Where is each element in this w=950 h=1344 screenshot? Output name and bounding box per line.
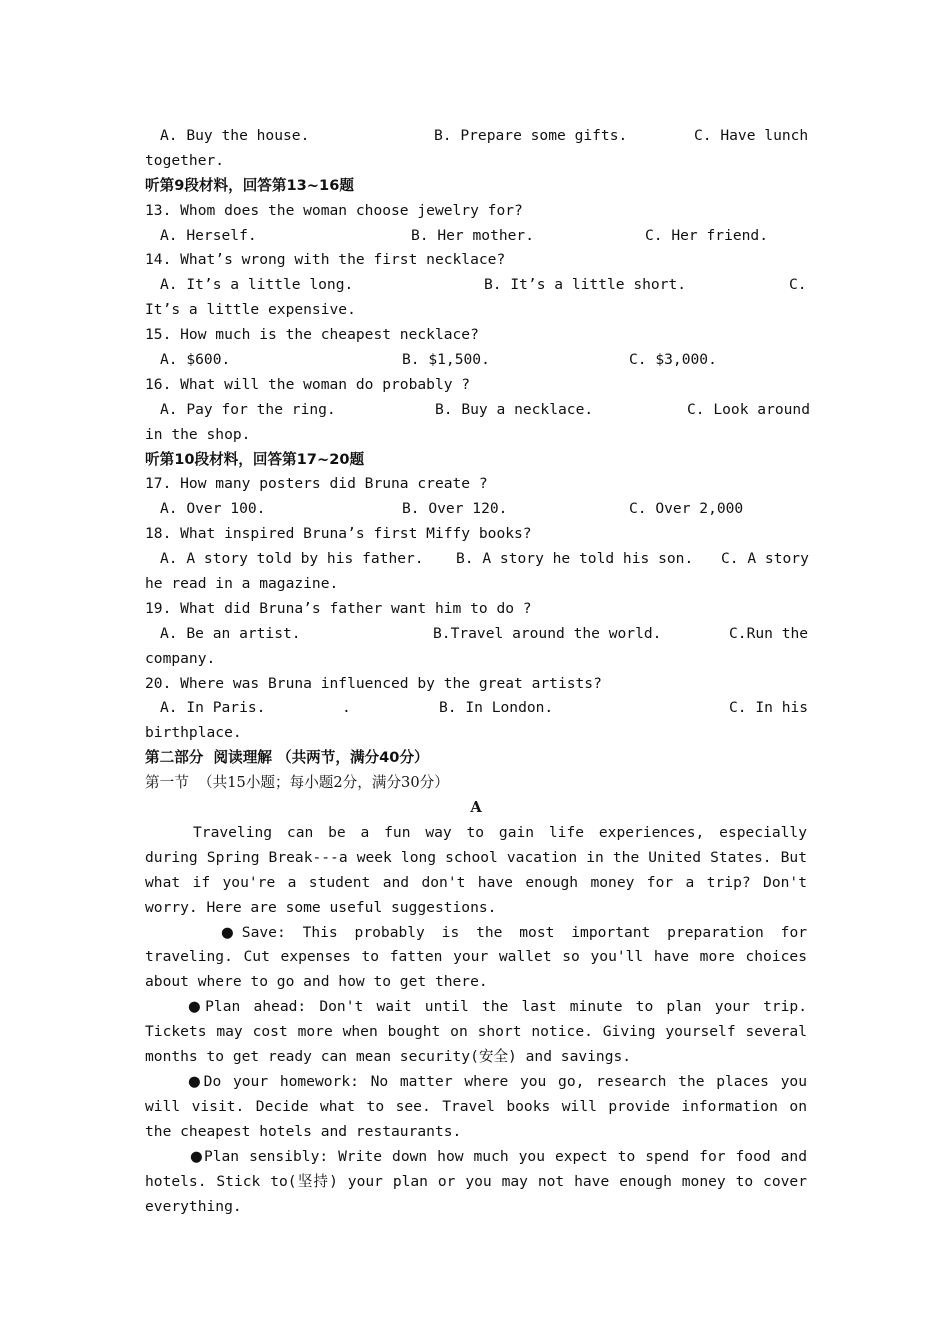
q17-option-b: B. Over 120. — [402, 500, 508, 518]
q14-option-a: A. It’s a little long. — [160, 276, 354, 294]
q17-options — [145, 497, 807, 522]
section9-heading: 听第9段材料，回答第13~16题 — [145, 176, 354, 194]
q19-options — [145, 622, 807, 647]
q13-option-c: C. Her friend. — [645, 226, 769, 244]
bullet-dot-icon: ● — [188, 998, 206, 1016]
q14-option-b: B. It’s a little short. — [484, 276, 687, 294]
q19-option-b: B.Travel around the world. — [433, 624, 662, 642]
bullet-plan-ahead-text: Plan ahead: Don't wait until the last minute to plan your trip. Tickets may cost more when bought on short notice. Giving yourself several months to get ready can mean security(安全) and savings. — [145, 998, 808, 1066]
bullet-dot-icon: ● — [188, 1073, 204, 1090]
bullet-save-text: Save: This probably is the most important preparation for traveling. Cut expenses to fatten your wallet so you'll have more choices about where to go and how to get there. — [145, 923, 808, 991]
q14-option-c: C. — [789, 276, 807, 294]
q20-stray-dot: . — [342, 699, 351, 717]
q14-stem: 14. What’s wrong with the first necklace? — [145, 251, 506, 269]
q18-option-c-continued: he read in a magazine. — [145, 575, 339, 593]
q17-stem: 17. How many posters did Bruna create ? — [145, 475, 488, 493]
q16-options — [145, 398, 811, 423]
section10-heading: 听第10段材料，回答第17~20题 — [145, 450, 365, 468]
q16-option-a: A. Pay for the ring. — [160, 400, 336, 418]
q16-option-c-continued: in the shop. — [145, 425, 251, 443]
q14-options — [145, 273, 807, 298]
q16-option-c: C. Look around — [687, 400, 811, 418]
passage-bullet-homework — [145, 1070, 807, 1145]
q19-stem: 19. What did Bruna’s father want him to do ? — [145, 599, 532, 617]
q18-stem: 18. What inspired Bruna’s first Miffy books? — [145, 525, 532, 543]
q16-stem: 16. What will the woman do probably ? — [145, 375, 471, 393]
q14-option-c-continued: It’s a little expensive. — [145, 301, 356, 319]
q15-option-a: A. $600. — [160, 351, 231, 369]
q13-option-b: B. Her mother. — [411, 226, 535, 244]
q20-options — [145, 696, 807, 721]
bullet-homework-text: Do your homework: No matter where you go, research the places you will visit. Decide what to see. Travel books will provide information on the cheapest hotels and restaurants. — [145, 1073, 808, 1140]
q13-options — [145, 224, 807, 249]
part2-heading: 第二部分 阅读理解 （共两节，满分40分） — [145, 749, 429, 767]
passage-intro: Traveling can be a fun way to gain life experiences, especially during Spring Break---a week long school vacation in the United States. But what if you're a student and don't have enough money for a trip? Don't worry. Here are some useful suggestions. — [145, 823, 807, 916]
q18-option-a: A. A story told by his father. — [160, 550, 424, 568]
passage-bullet-save — [145, 921, 807, 996]
q20-option-b: B. In London. — [439, 699, 554, 717]
q13-stem: 13. Whom does the woman choose jewelry for? — [145, 201, 523, 219]
content-column — [145, 124, 811, 1219]
passage-bullet-plan-sensibly — [145, 1145, 807, 1220]
q15-option-c: C. $3,000. — [629, 351, 717, 369]
q20-option-a: A. In Paris. — [160, 699, 266, 717]
q13-option-a: A. Herself. — [160, 226, 257, 244]
bullet-plan-sensibly-text: Plan sensibly: Write down how much you expect to spend for food and hotels. Stick to(坚持) your plan or you may not have enough money to cover everything. — [145, 1147, 807, 1215]
q18-option-c: C. A story — [721, 550, 809, 568]
q19-option-c: C.Run the — [729, 624, 809, 642]
q20-option-c: C. In his — [729, 699, 809, 717]
passage-label: A — [470, 799, 482, 817]
q19-option-c-continued: company. — [145, 649, 216, 667]
q18-option-b: B. A story he told his son. — [456, 550, 694, 568]
q12-option-c-continued: together. — [145, 151, 225, 169]
bullet-dot-icon: ● — [221, 923, 242, 941]
q12-option-b: B. Prepare some gifts. — [434, 127, 628, 144]
q17-option-a: A. Over 100. — [160, 500, 266, 518]
q12-option-c: C. Have lunch — [694, 127, 809, 144]
q16-option-b: B. Buy a necklace. — [435, 400, 594, 418]
q20-stem: 20. Where was Bruna influenced by the great artists? — [145, 674, 602, 692]
q19-option-a: A. Be an artist. — [160, 624, 301, 642]
passage-bullet-plan-ahead — [145, 995, 807, 1070]
q15-stem: 15. How much is the cheapest necklace? — [145, 326, 479, 344]
bullet-dot-icon: ● — [190, 1147, 204, 1165]
q12-option-a: A. Buy the house. — [160, 127, 310, 144]
q20-option-c-continued: birthplace. — [145, 724, 242, 742]
q15-option-b: B. $1,500. — [402, 351, 490, 369]
q12-options — [145, 124, 807, 149]
q18-options — [145, 547, 807, 572]
q17-option-c: C. Over 2,000 — [629, 500, 744, 518]
section1-heading: 第一节 （共15小题；每小题2分，满分30分） — [145, 774, 449, 792]
q15-options — [145, 348, 807, 373]
